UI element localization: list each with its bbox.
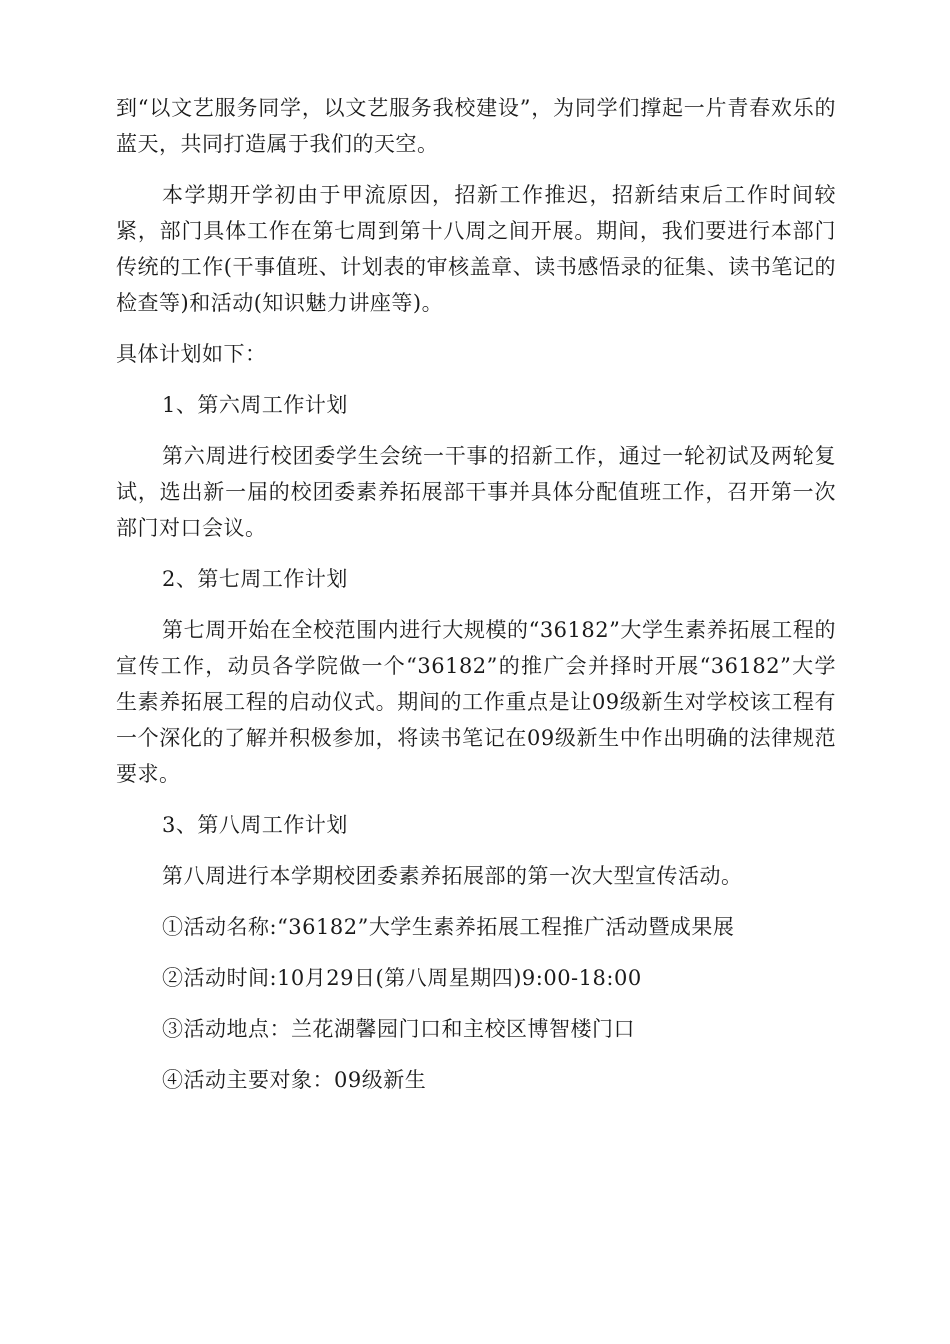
paragraph-week-6: 第六周进行校团委学生会统一干事的招新工作，通过一轮初试及两轮复试，选出新一届的校团委素养拓展部干事并具体分配值班工作，召开第一次部门对口会议。 bbox=[116, 444, 836, 540]
document-page bbox=[116, 90, 836, 1113]
paragraph-week-7: 第七周开始在全校范围内进行大规模的“36182”大学生素养拓展工程的宣传工作，动员各学院做一个“36182”的推广会并择时开展“36182”大学生素养拓展工程的启动仪式。期间的工作重点是让09级新生对学校该工程有一个深化的了解并积极参加，将读书笔记在09级新生中作出明确的法律规范要求。 bbox=[116, 618, 836, 786]
heading-week-7: 2、第七周工作计划 bbox=[162, 567, 348, 591]
activity-audience: ④活动主要对象：09级新生 bbox=[162, 1068, 427, 1092]
heading-week-6: 1、第六周工作计划 bbox=[162, 393, 348, 417]
activity-location: ③活动地点：兰花湖馨园门口和主校区博智楼门口 bbox=[162, 1017, 635, 1041]
paragraph-intro-continuation: 到“以文艺服务同学，以文艺服务我校建设”，为同学们撑起一片青春欢乐的蓝天，共同打造属于我们的天空。 bbox=[116, 96, 836, 156]
paragraph-semester-overview: 本学期开学初由于甲流原因，招新工作推迟，招新结束后工作时间较紧，部门具体工作在第七周到第十八周之间开展。期间，我们要进行本部门传统的工作(干事值班、计划表的审核盖章、读书感悟录的征集、读书笔记的检查等)和活动(知识魅力讲座等)。 bbox=[116, 183, 836, 315]
paragraph-plan-heading: 具体计划如下： bbox=[116, 342, 267, 366]
activity-name: ①活动名称:“36182”大学生素养拓展工程推广活动暨成果展 bbox=[162, 915, 735, 939]
heading-week-8: 3、第八周工作计划 bbox=[162, 813, 348, 837]
paragraph-week-8: 第八周进行本学期校团委素养拓展部的第一次大型宣传活动。 bbox=[162, 864, 743, 888]
activity-time: ②活动时间:10月29日(第八周星期四)9:00-18:00 bbox=[162, 966, 642, 990]
